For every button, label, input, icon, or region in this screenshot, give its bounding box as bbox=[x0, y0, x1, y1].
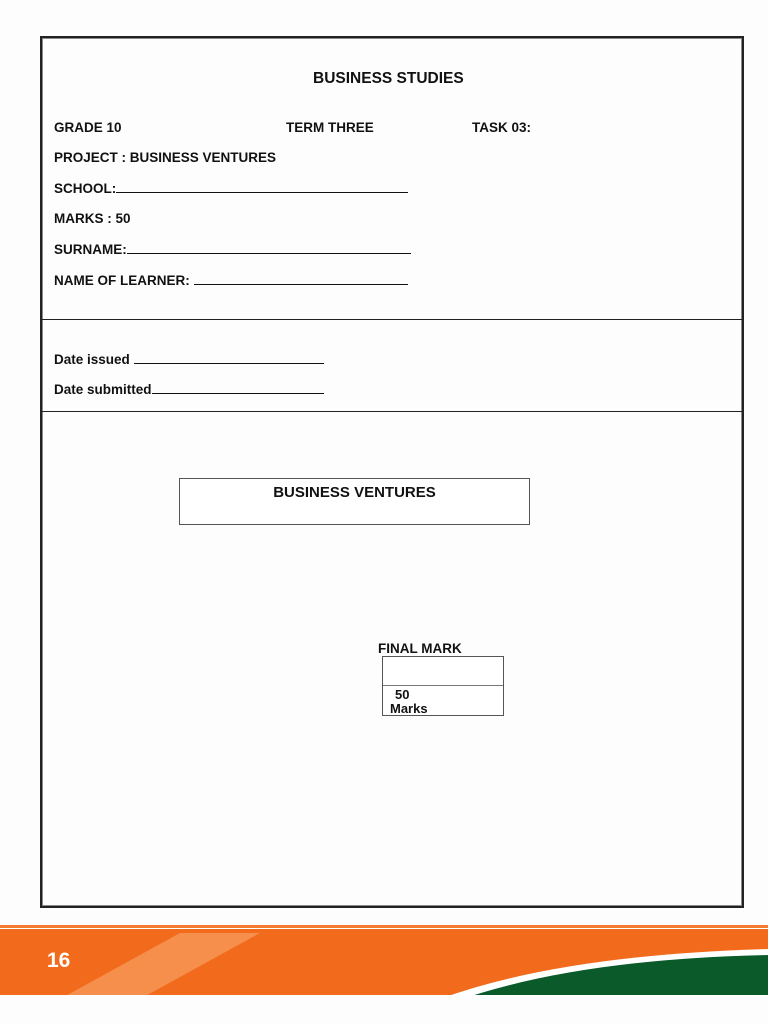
school-blank-line bbox=[116, 180, 408, 193]
footer-top-stripe bbox=[0, 925, 768, 928]
final-mark-divider bbox=[383, 685, 503, 686]
grade-label: GRADE 10 bbox=[54, 120, 122, 135]
date-issued-label: Date issued bbox=[54, 352, 130, 367]
learner-row bbox=[54, 272, 408, 288]
school-row bbox=[54, 180, 408, 196]
section-divider-1 bbox=[42, 319, 742, 320]
marks-label: MARKS : 50 bbox=[54, 211, 131, 226]
surname-blank-line bbox=[127, 241, 411, 254]
footer-bottom-gap bbox=[0, 995, 768, 1000]
surname-row bbox=[54, 241, 411, 257]
date-submitted-label: Date submitted bbox=[54, 382, 152, 397]
date-submitted-row bbox=[54, 381, 324, 397]
project-label: PROJECT : BUSINESS VENTURES bbox=[54, 150, 277, 165]
date-issued-row bbox=[54, 351, 324, 367]
term-label: TERM THREE bbox=[286, 120, 374, 135]
surname-label: SURNAME: bbox=[54, 242, 127, 257]
document-title: BUSINESS STUDIES bbox=[313, 70, 464, 87]
date-submitted-blank-line bbox=[152, 381, 324, 394]
business-ventures-box bbox=[179, 478, 530, 525]
final-mark-box bbox=[382, 656, 504, 716]
cover-frame bbox=[40, 36, 744, 908]
learner-label: NAME OF LEARNER: bbox=[54, 273, 190, 288]
school-label: SCHOOL: bbox=[54, 181, 117, 196]
final-mark-unit: Marks bbox=[390, 701, 428, 716]
business-ventures-title: BUSINESS VENTURES bbox=[273, 484, 436, 501]
page-number: 16 bbox=[47, 949, 71, 972]
final-mark-label: FINAL MARK bbox=[378, 641, 462, 656]
section-divider-2 bbox=[42, 411, 742, 412]
task-label: TASK 03: bbox=[472, 120, 532, 135]
footer-banner bbox=[0, 925, 768, 1000]
learner-blank-line bbox=[194, 272, 408, 285]
date-issued-blank-line bbox=[134, 351, 324, 364]
final-mark-value: 50 bbox=[395, 687, 410, 702]
